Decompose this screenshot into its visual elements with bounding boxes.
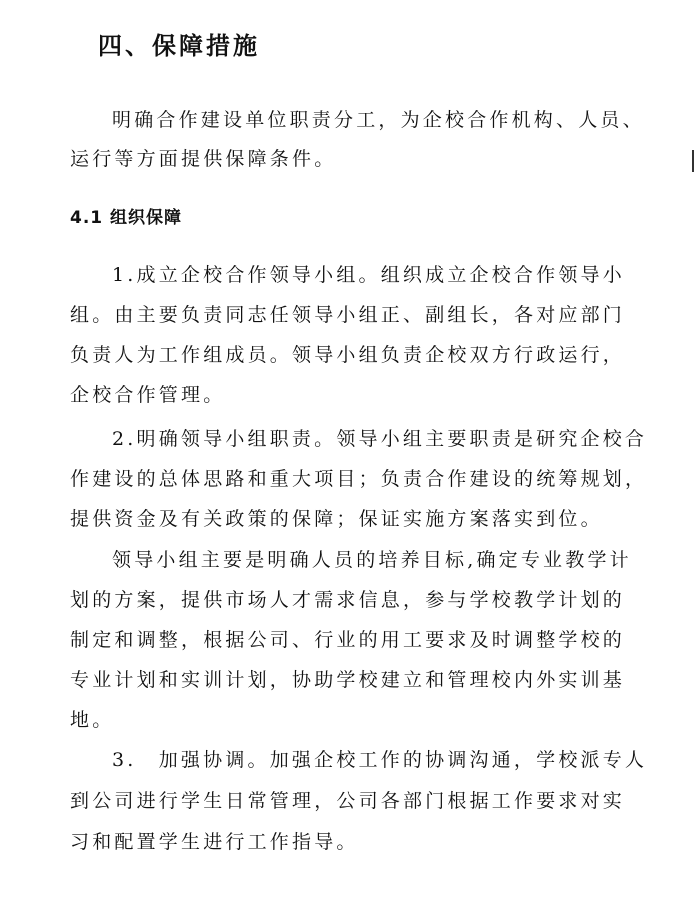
section-heading: 四、保障措施 (98, 32, 260, 60)
paragraph-2-line-2: 作建设的总体思路和重大项目；负责合作建设的统筹规划， (70, 468, 648, 490)
paragraph-3-line-3: 制定和调整，根据公司、行业的用工要求及时调整学校的 (70, 629, 626, 651)
paragraph-3-line-4: 专业计划和实训计划，协助学校建立和管理校内外实训基 (70, 669, 626, 691)
paragraph-4-line-3: 习和配置学生进行工作指导。 (70, 831, 359, 853)
paragraph-3-line-5: 地。 (70, 709, 115, 731)
paragraph-4-line-2: 到公司进行学生日常管理，公司各部门根据工作要求对实 (70, 790, 626, 812)
subsection-title: 4.1 组织保障 (70, 208, 183, 228)
paragraph-1-line-4: 企校合作管理。 (70, 384, 226, 406)
paragraph-1-line-2: 组。由主要负责同志任领导小组正、副组长，各对应部门 (70, 304, 626, 326)
paragraph-2-line-3: 提供资金及有关政策的保障；保证实施方案落实到位。 (70, 508, 603, 530)
paragraph-4-line-1: 3. 加强协调。加强企校工作的协调沟通，学校派专人 (112, 749, 648, 771)
scan-edge-mark (692, 150, 698, 172)
paragraph-1-line-3: 负责人为工作组成员。领导小组负责企校双方行政运行， (70, 344, 626, 366)
intro-line-1: 明确合作建设单位职责分工，为企校合作机构、人员、 (112, 109, 645, 131)
paragraph-1-line-1: 1.成立企校合作领导小组。组织成立企校合作领导小 (112, 264, 625, 286)
intro-line-2: 运行等方面提供保障条件。 (70, 148, 337, 170)
paragraph-3-line-2: 划的方案，提供市场人才需求信息，参与学校教学计划的 (70, 589, 626, 611)
paragraph-3-line-1: 领导小组主要是明确人员的培养目标,确定专业教学计 (112, 549, 632, 571)
paragraph-2-line-1: 2.明确领导小组职责。领导小组主要职责是研究企校合 (112, 428, 648, 450)
